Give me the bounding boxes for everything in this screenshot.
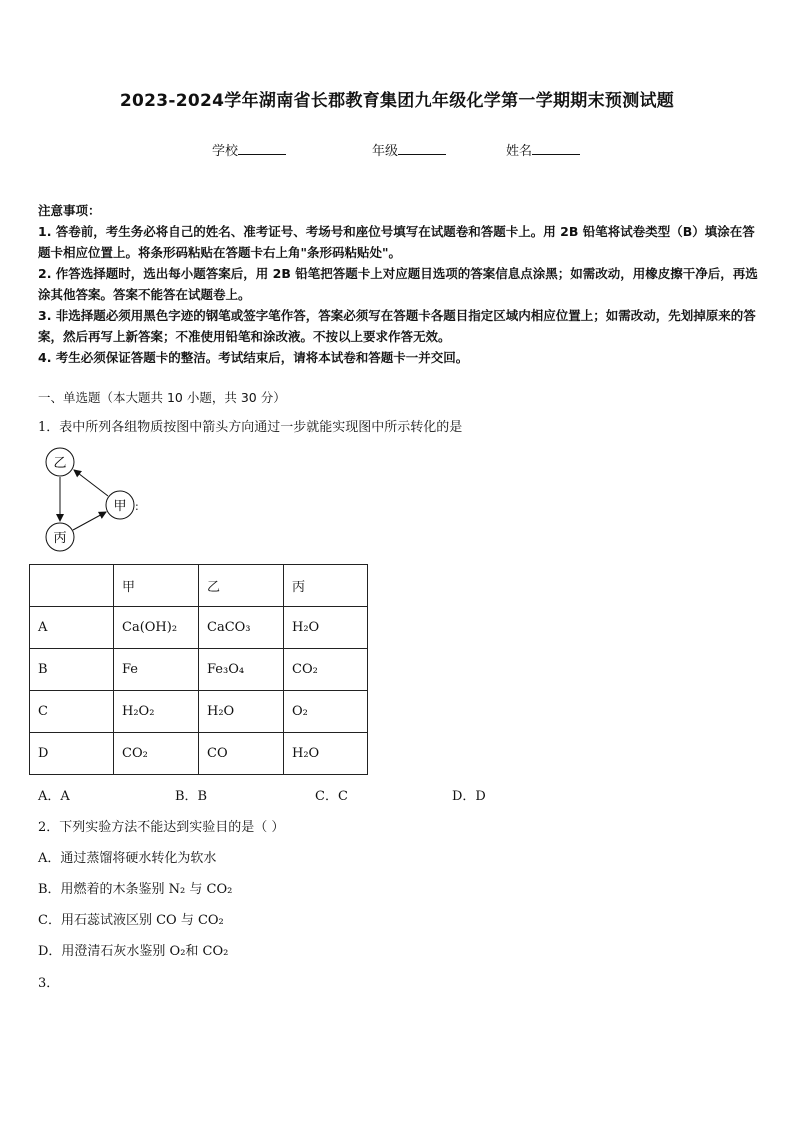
- grade-label: 年级: [372, 144, 399, 159]
- cell-jia: Fe: [114, 649, 199, 691]
- cell-bing: CO₂: [284, 649, 368, 691]
- note-item-4: 4. 考生必须保证答题卡的整洁。考试结束后，请将本试卷和答题卡一并交回。: [38, 350, 469, 365]
- row-label: B: [30, 649, 114, 691]
- table-row: [30, 607, 368, 649]
- question-2-option-c[interactable]: C．用石蕊试液区别 CO 与 CO₂: [38, 913, 224, 928]
- notes-heading: 注意事项：: [38, 203, 101, 218]
- table-row: [30, 649, 368, 691]
- arrow-bing-to-jia: [73, 512, 106, 530]
- cell-bing: H₂O: [284, 733, 368, 775]
- row-label: C: [30, 691, 114, 733]
- school-label: 学校: [212, 144, 239, 159]
- cell-yi: H₂O: [199, 691, 284, 733]
- option-b[interactable]: B．B: [175, 789, 208, 804]
- question-2-option-d[interactable]: D．用澄清石灰水鉴别 O₂和 CO₂: [38, 944, 229, 959]
- row-label: A: [30, 607, 114, 649]
- colon-mark: :: [135, 500, 139, 513]
- school-field: [212, 140, 286, 159]
- cell-jia: CO₂: [114, 733, 199, 775]
- school-blank[interactable]: [238, 142, 286, 155]
- section-heading: 一、单选题（本大题共 10 小题，共 30 分）: [38, 390, 286, 405]
- note-item-2: 2. 作答选择题时，选出每小题答案后，用 2B 铅笔把答题卡上对应题目选项的答案信息点涂黑；如需改动，用橡皮擦干净后，再选涂其他答案。答案不能答在试题卷上。: [38, 266, 758, 302]
- node-yi-label: 乙: [53, 456, 67, 471]
- header-cell: 甲: [114, 565, 199, 607]
- question-3-stem: 3．: [38, 976, 60, 991]
- question-2-stem: 2．下列实验方法不能达到实验目的是（ ）: [38, 820, 285, 835]
- table-row: [30, 691, 368, 733]
- node-bing-label: 丙: [53, 531, 67, 546]
- row-label: D: [30, 733, 114, 775]
- name-blank[interactable]: [532, 142, 580, 155]
- cell-yi: CaCO₃: [199, 607, 284, 649]
- arrow-jia-to-yi: [74, 470, 108, 496]
- question-2-option-a[interactable]: A．通过蒸馏将硬水转化为软水: [38, 851, 217, 866]
- name-field: [506, 140, 580, 159]
- question-2-option-b[interactable]: B．用燃着的木条鉴别 N₂ 与 CO₂: [38, 882, 233, 897]
- cell-yi: Fe₃O₄: [199, 649, 284, 691]
- table-header-row: [30, 565, 368, 607]
- answer-table: [29, 564, 368, 775]
- option-c[interactable]: C．C: [315, 789, 348, 804]
- cell-jia: H₂O₂: [114, 691, 199, 733]
- cell-yi: CO: [199, 733, 284, 775]
- cell-bing: H₂O: [284, 607, 368, 649]
- note-item-1: 1. 答卷前，考生务必将自己的姓名、准考证号、考场号和座位号填写在试题卷和答题卡上。用 2B 铅笔将试卷类型（B）填涂在答题卡相应位置上。将条形码粘贴在答题卡右上角"条形码粘贴处"。: [38, 224, 755, 260]
- header-cell: [30, 565, 114, 607]
- note-item-3: 3. 非选择题必须用黑色字迹的钢笔或签字笔作答，答案必须写在答题卡各题目指定区域内相应位置上；如需改动，先划掉原来的答案，然后再写上新答案；不准使用铅笔和涂改液。不按以上要求作答无效。: [38, 308, 756, 344]
- grade-blank[interactable]: [398, 142, 446, 155]
- name-label: 姓名: [506, 144, 533, 159]
- header-cell: 乙: [199, 565, 284, 607]
- question-1-stem: 1．表中所列各组物质按图中箭头方向通过一步就能实现图中所示转化的是: [38, 420, 463, 435]
- header-cell: 丙: [284, 565, 368, 607]
- cell-jia: Ca(OH)₂: [114, 607, 199, 649]
- option-a[interactable]: A．A: [38, 789, 70, 804]
- node-jia-label: 甲: [113, 499, 127, 514]
- table-row: [30, 733, 368, 775]
- conversion-diagram: [38, 446, 148, 556]
- cell-bing: O₂: [284, 691, 368, 733]
- page-title: 2023-2024学年湖南省长郡教育集团九年级化学第一学期期末预测试题: [119, 91, 675, 111]
- grade-field: [372, 140, 446, 159]
- option-d[interactable]: D．D: [452, 789, 486, 804]
- notes-section: [38, 200, 760, 368]
